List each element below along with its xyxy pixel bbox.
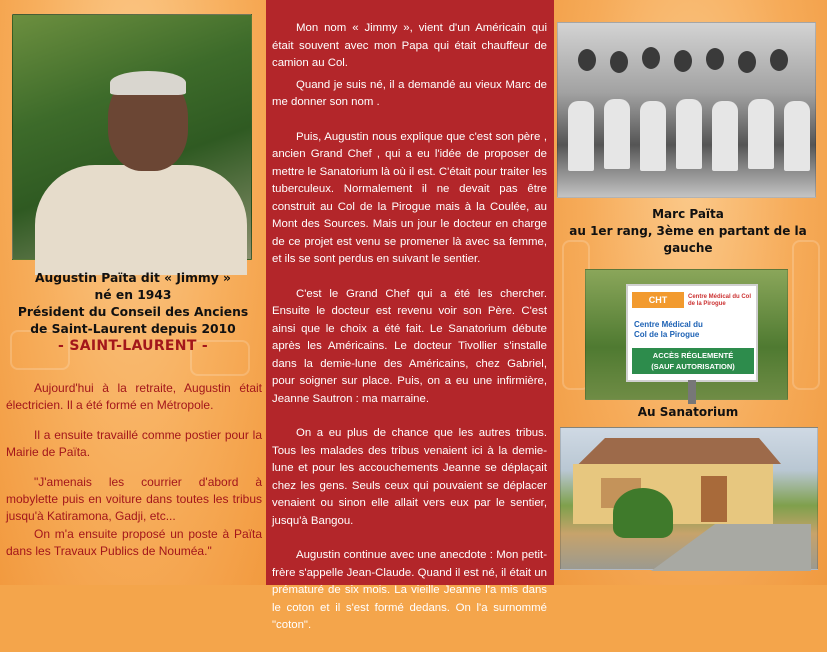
portrait-hair — [110, 71, 186, 95]
paragraph: On a eu plus de chance que les autres tribus. Tous les malades des tribus venaient ici à la demie-lune et pour les accouchements Jeanne se déplaçait chez les gens. Seuls ceux qui pouvaient se déplacer venaient ou sinon elle allait vers eux par le sentier, jusqu'à Bangou. — [272, 427, 547, 527]
access-ramp — [651, 524, 811, 571]
portrait-sweater — [35, 165, 247, 275]
paragraph: Aujourd'hui à la retraite, Augustin était électricien. Il a été formé en Métropole. — [6, 381, 262, 412]
figure-body — [784, 101, 810, 171]
cht-logo: CHT — [632, 292, 684, 308]
figure-head — [674, 50, 692, 72]
sanatorium-building-photo — [560, 427, 818, 570]
portrait-photo — [12, 14, 252, 260]
palm-plant — [613, 488, 673, 538]
figure-head — [578, 49, 596, 71]
figure-body — [604, 99, 630, 169]
paragraph: C'est le Grand Chef qui a été les chercher. Ensuite le docteur est revenu voir son Père. C'est ainsi que le choix a été fait. Le Sanatorium débute après les Américains. Le docteur Tivollier s'installe dans la demie-lune des Américains, chez Gabriel, pour soigner sur place. Puis, on a eu une infirmière, Jeanne Sautron : ma marraine. — [272, 287, 547, 405]
sign-post — [688, 380, 696, 404]
caption-name: Marc Païta — [652, 207, 724, 221]
paragraph: Il a ensuite travaillé comme postier pour la Mairie de Païta. — [6, 428, 262, 459]
figure-body — [676, 99, 702, 169]
figure-head — [610, 51, 628, 73]
paragraph: Augustin continue avec une anecdote : Mon petit-frère s'appelle Jean-Claude. Quand il est né, il était un prématuré de six mois. La vieille Jeanne l'a mis dans le coton et il s'est formé dedans. On l'a surnommé "coton". — [272, 549, 547, 631]
figure-body — [568, 101, 594, 171]
sign-notice-line: (SAUF AUTORISATION) — [651, 362, 735, 371]
figure-body — [640, 101, 666, 171]
figure-head — [738, 51, 756, 73]
caption-location: - SAINT-LAURENT - — [58, 338, 208, 354]
left-body-text — [6, 380, 262, 573]
caption-role-cont: de Saint-Laurent depuis 2010 — [30, 322, 236, 336]
sanatorium-sign-photo — [585, 269, 788, 400]
paragraph: Quand je suis né, il a demandé au vieux Marc de me donner son nom . — [272, 78, 547, 108]
decor-pattern — [792, 240, 820, 390]
building-door — [701, 476, 727, 522]
caption-role: Président du Conseil des Anciens — [17, 305, 249, 319]
historic-photo-caption — [557, 206, 819, 257]
sign-title — [634, 320, 703, 340]
quote-paragraph: "J'amenais les courrier d'abord à mobylette puis en voiture dans toutes les tribus jusqu'à Katiramona, Gadji, etc... — [6, 475, 262, 523]
historic-group-photo — [557, 22, 816, 198]
quote-paragraph: On m'a ensuite proposé un poste à Païta dans les Travaux Publics de Nouméa." — [6, 527, 262, 558]
paragraph: Puis, Augustin nous explique que c'est son père , ancien Grand Chef , qui a eu l'idée de proposer de mettre le Sanatorium là où il est. C'était pour traiter les tuberculeux. Normalement il ne devait pas être construit au Col de la Pirogue mais à la Coulée, au Mont des Sources. Mais un jour le docteur en charge de ce projet est venu se promener là avec sa femme, et ils se sont perdus en suivant le sentier. — [272, 130, 547, 265]
sign-notice — [632, 348, 754, 374]
sanatorium-caption: Au Sanatorium — [637, 405, 739, 419]
sign-title-line: Centre Médical du — [634, 320, 703, 329]
figure-head — [706, 48, 724, 70]
caption-detail: au 1er rang, 3ème en partant de la gauche — [569, 224, 807, 255]
sign-notice-line: ACCÈS RÉGLEMENTÉ — [652, 351, 734, 360]
portrait-caption — [14, 270, 252, 355]
sign-header: Centre Médical du Col de la Pirogue — [688, 294, 752, 307]
middle-body-text — [272, 20, 547, 652]
figure-body — [712, 101, 738, 171]
figure-head — [642, 47, 660, 69]
caption-birth: né en 1943 — [94, 288, 172, 302]
figure-head — [770, 49, 788, 71]
group-figures — [558, 41, 815, 191]
figure-body — [748, 99, 774, 169]
caption-name: Augustin Païta dit « Jimmy » — [35, 271, 231, 285]
paragraph: Mon nom « Jimmy », vient d'un Américain qui était souvent avec mon Papa qui était chauffeur de camion au Col. — [272, 22, 547, 69]
building-roof — [561, 438, 781, 464]
sign-board — [626, 284, 758, 382]
sign-title-line: Col de la Pirogue — [634, 330, 700, 339]
